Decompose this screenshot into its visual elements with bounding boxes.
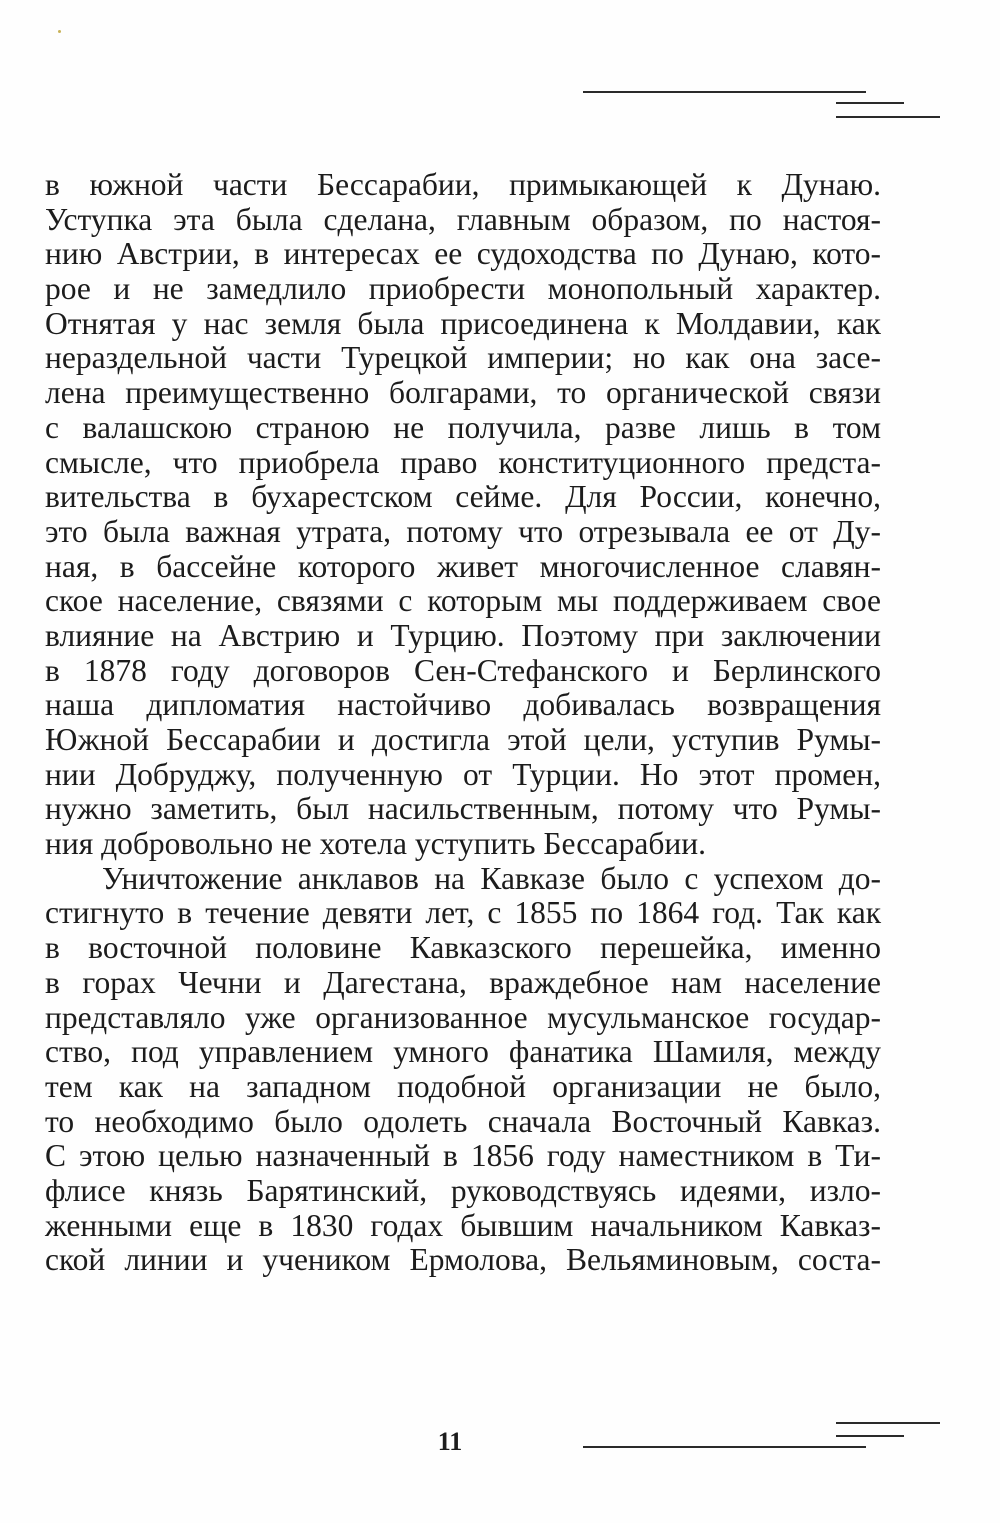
text-line: то необходимо было одолеть сначала Восточный Кавказ. [45, 1103, 881, 1139]
text-line: наша дипломатия настойчиво добивалась возвращения [45, 687, 881, 723]
text-line: Уступка эта была сделана, главным образом, по настоя- [45, 201, 881, 237]
text-line: Уничтожение анклавов на Кавказе было с успехом до- [102, 860, 881, 896]
text-line: вительства в бухарестском сейме. Для России, конечно, [45, 479, 881, 515]
decorative-speck [58, 30, 61, 33]
text-line: представляло уже организованное мусульманское государ- [45, 999, 881, 1035]
text-line: в 1878 году договоров Сен-Стефанского и Берлинского [45, 652, 881, 688]
text-line: с валашскою страною не получила, разве лишь в том [45, 409, 881, 445]
text-line: смысле, что приобрела право конституционного предста- [45, 444, 881, 480]
header-rule-short [836, 102, 904, 104]
text-line: Отнятая у нас земля была присоединена к Молдавии, как [45, 305, 881, 341]
text-line: влияние на Австрию и Турцию. Поэтому при заключении [45, 617, 881, 653]
text-line: нужно заметить, был насильственным, потому что Румы- [45, 791, 881, 827]
text-line: нераздельной части Турецкой империи; но как она засе- [45, 340, 881, 376]
paragraph-2 [45, 862, 881, 1278]
paragraph-1 [45, 168, 881, 862]
header-rule-long [583, 91, 866, 93]
text-line: женными еще в 1830 годах бывшим начальником Кавказ- [45, 1207, 881, 1243]
page-text [45, 168, 881, 1278]
text-line: ской линии и учеником Ермолова, Вельяминовым, соста- [45, 1242, 881, 1278]
text-line: ния добровольно не хотела уступить Бессарабии. [45, 826, 706, 862]
footer-rule-long [583, 1446, 866, 1448]
text-line: ная, в бассейне которого живет многочисленное славян- [45, 548, 881, 584]
text-line: в южной части Бессарабии, примыкающей к Дунаю. [45, 167, 881, 202]
text-line: нии Добруджу, полученную от Турции. Но этот промен, [45, 756, 881, 792]
text-line: Южной Бессарабии и достигла этой цели, уступив Румы- [45, 722, 881, 757]
text-line: тем как на западном подобной организации не было, [45, 1068, 881, 1104]
text-line: стигнуто в течение девяти лет, с 1855 по 1864 год. Так как [45, 895, 881, 931]
text-line: в горах Чечни и Дагестана, враждебное нам население [45, 964, 881, 1000]
header-rule-right [836, 116, 940, 118]
text-line: это была важная утрата, потому что отрезывала ее от Ду- [45, 513, 881, 549]
page-number: 11 [437, 1427, 463, 1456]
footer-rule-short [836, 1435, 904, 1437]
footer-rule-right [836, 1422, 940, 1424]
text-line: ское население, связями с которым мы поддерживаем свое [45, 583, 881, 619]
text-line: лена преимущественно болгарами, то органической связи [45, 375, 881, 411]
text-line: С этою целью назначенный в 1856 году наместником в Ти- [45, 1138, 881, 1174]
text-line: в восточной половине Кавказского перешейка, именно [45, 930, 881, 966]
text-line: рое и не замедлило приобрести монопольный характер. [45, 271, 881, 307]
text-line: ство, под управлением умного фанатика Шамиля, между [45, 1034, 881, 1070]
text-line: флисе князь Барятинский, руководствуясь идеями, изло- [45, 1172, 881, 1208]
text-line: нию Австрии, в интересах ее судоходства по Дунаю, кото- [45, 236, 881, 272]
